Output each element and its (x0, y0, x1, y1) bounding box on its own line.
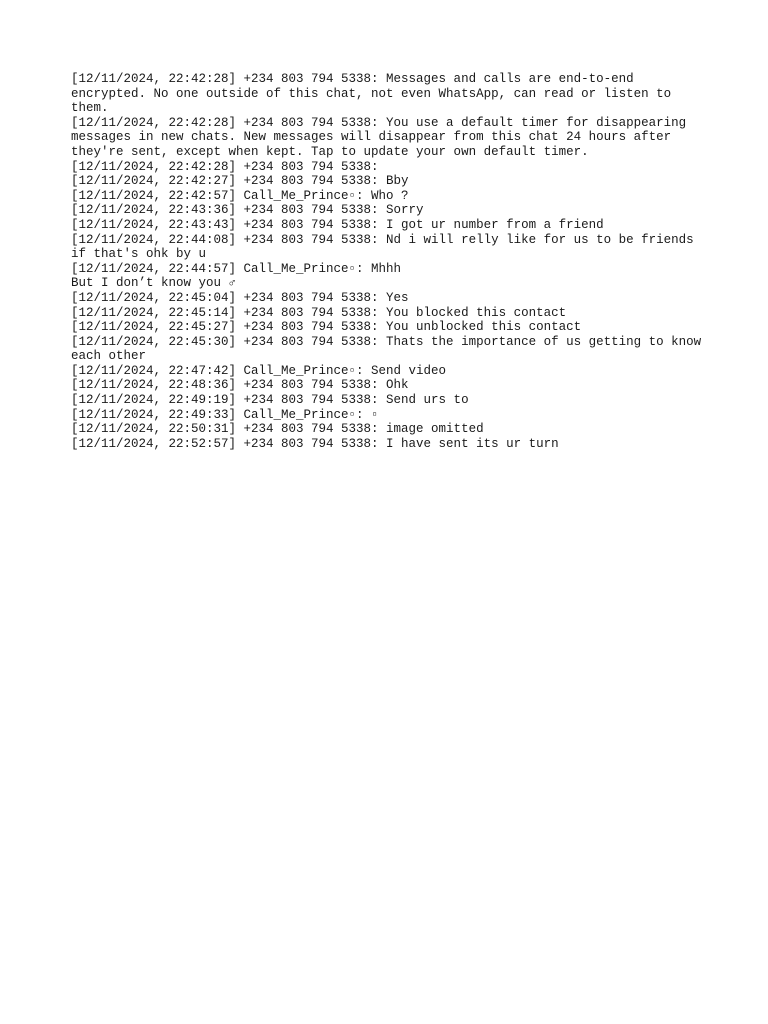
transcript-line: [12/11/2024, 22:44:57] Call_Me_Prince▫: Mhhh (71, 261, 402, 276)
transcript-line: [12/11/2024, 22:45:04] +234 803 794 5338: Yes (71, 290, 409, 305)
transcript-line: [12/11/2024, 22:50:31] +234 803 794 5338: image omitted (71, 422, 484, 437)
transcript-line: [12/11/2024, 22:43:43] +234 803 794 5338: I got ur number from a friend (71, 217, 604, 232)
transcript-line: [12/11/2024, 22:45:27] +234 803 794 5338: You unblocked this contact (71, 320, 582, 335)
transcript-line: [12/11/2024, 22:42:27] +234 803 794 5338: Bby (71, 174, 409, 189)
transcript-line: [12/11/2024, 22:52:57] +234 803 794 5338: I have sent its ur turn (71, 436, 559, 451)
chat-transcript (71, 72, 711, 451)
transcript-line: [12/11/2024, 22:42:28] +234 803 794 5338: You use a default timer for disappearing messages in new chats. New messages will disappear from this chat 24 hours after they're sent, except when kept. Tap to update your own default timer. (71, 115, 694, 159)
transcript-line: [12/11/2024, 22:42:28] +234 803 794 5338: (71, 159, 379, 174)
transcript-line: [12/11/2024, 22:42:28] +234 803 794 5338: Messages and calls are end-to-end encrypted. No one outside of this chat, not even WhatsApp, can read or listen to them. (71, 72, 679, 116)
transcript-line: [12/11/2024, 22:47:42] Call_Me_Prince▫: Send video (71, 363, 447, 378)
transcript-line: [12/11/2024, 22:45:14] +234 803 794 5338: You blocked this contact (71, 305, 567, 320)
transcript-line: [12/11/2024, 22:49:33] Call_Me_Prince▫: ▫ (71, 407, 379, 422)
transcript-line: [12/11/2024, 22:48:36] +234 803 794 5338: Ohk (71, 378, 409, 393)
transcript-line: [12/11/2024, 22:49:19] +234 803 794 5338: Send urs to (71, 393, 469, 408)
transcript-line: [12/11/2024, 22:45:30] +234 803 794 5338: Thats the importance of us getting to know each other (71, 334, 709, 364)
transcript-line: But I don’t know you ♂ (71, 276, 237, 291)
transcript-line: [12/11/2024, 22:43:36] +234 803 794 5338: Sorry (71, 203, 424, 218)
transcript-line: [12/11/2024, 22:42:57] Call_Me_Prince▫: Who ? (71, 188, 409, 203)
transcript-line: [12/11/2024, 22:44:08] +234 803 794 5338: Nd i will relly like for us to be friends if that's ohk by u (71, 232, 702, 262)
